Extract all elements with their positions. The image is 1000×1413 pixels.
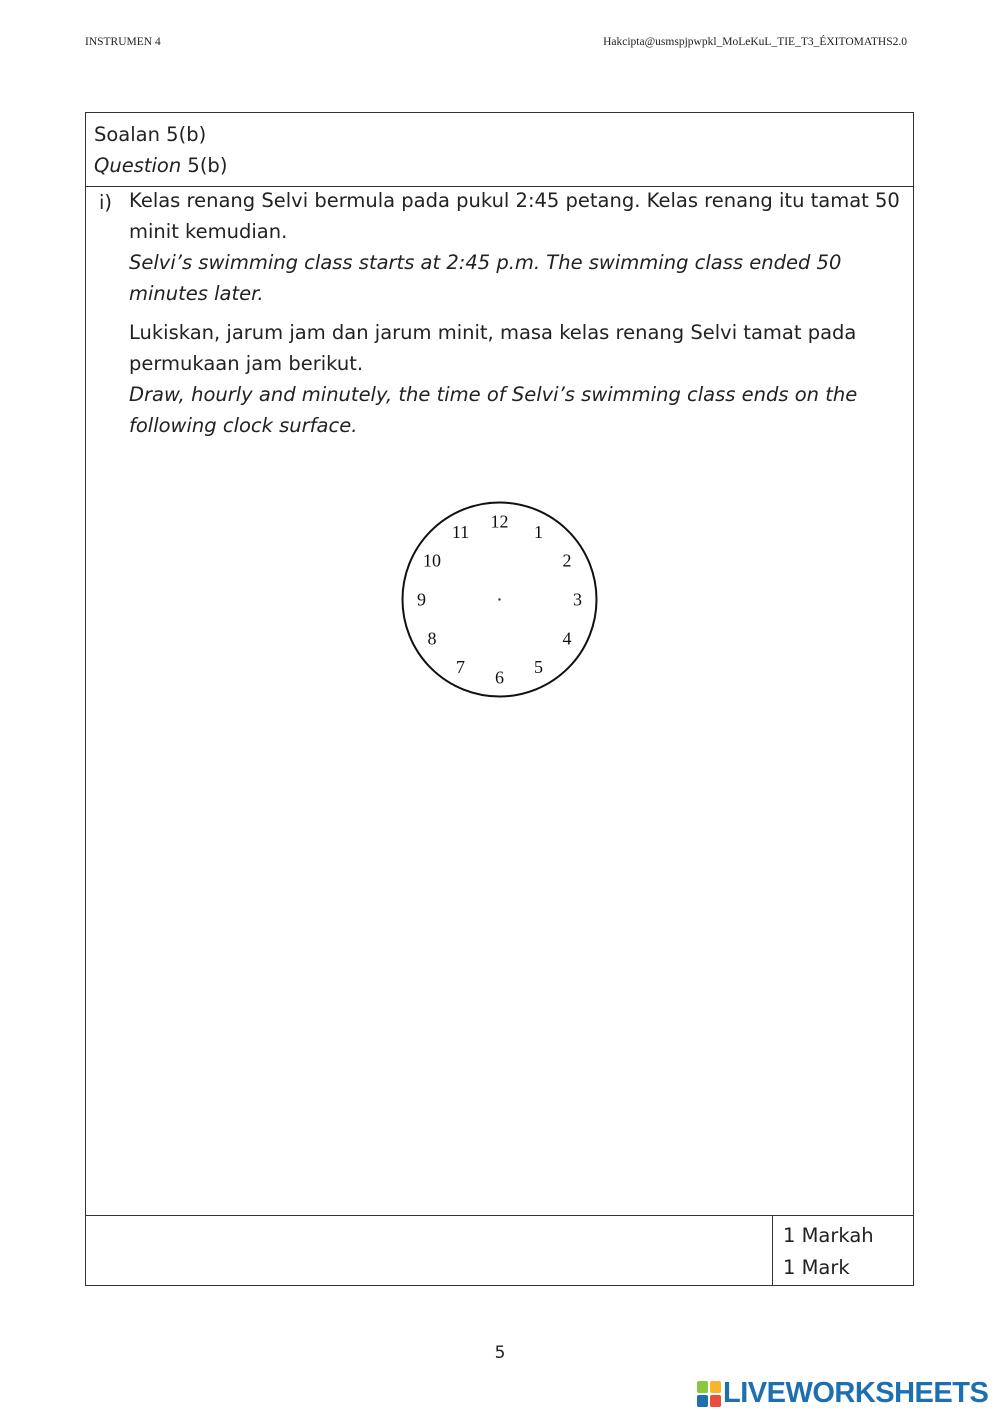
question-title-en-number: 5(b) xyxy=(187,154,228,177)
marks-en: 1 Mark xyxy=(783,1256,850,1279)
paragraph-1-ms: Kelas renang Selvi bermula pada pukul 2:45 petang. Kelas renang itu tamat 50 minit kemudian. xyxy=(129,189,900,243)
clock-number-12: 12 xyxy=(490,511,509,532)
marks-ms: 1 Markah xyxy=(783,1224,874,1247)
clock-number-8: 8 xyxy=(427,628,437,649)
marks-cell xyxy=(772,1216,913,1285)
paragraph-2 xyxy=(129,317,909,441)
clock-number-6: 6 xyxy=(495,667,504,688)
marks-row xyxy=(86,1215,913,1285)
paragraph-1-en: Selvi’s swimming class starts at 2:45 p.m. The swimming class ended 50 minutes later. xyxy=(129,251,842,305)
paragraph-2-ms: Lukiskan, jarum jam dan jarum minit, masa kelas renang Selvi tamat pada permukaan jam berikut. xyxy=(129,321,857,375)
clock-number-11: 11 xyxy=(451,522,470,542)
header-left: INSTRUMEN 4 xyxy=(85,36,161,48)
paragraph-2-en: Draw, hourly and minutely, the time of Selvi’s swimming class ends on the following clock surface. xyxy=(129,383,858,437)
header-right: Hakcipta@usmspjpwpkl_MoLeKuL_TIE_T3_ÉXITOMATHS2.0 xyxy=(603,36,907,48)
question-title-ms: Soalan 5(b) xyxy=(94,123,207,146)
clock-number-7: 7 xyxy=(456,657,465,677)
paragraph-1 xyxy=(129,185,909,309)
part-label: i) xyxy=(99,191,113,214)
liveworksheets-icon xyxy=(697,1381,721,1407)
liveworksheets-logo xyxy=(697,1377,997,1413)
question-title xyxy=(86,113,913,187)
clock-number-5: 5 xyxy=(534,657,543,677)
clock-number-9: 9 xyxy=(417,589,426,610)
clock-number-4: 4 xyxy=(562,628,572,649)
clock-number-3: 3 xyxy=(573,589,582,610)
clock-number-2: 2 xyxy=(562,550,572,571)
liveworksheets-wordmark: LIVEWORKSHEETS xyxy=(723,1377,989,1409)
page-number: 5 xyxy=(494,1343,506,1363)
clock-center-dot xyxy=(498,598,500,600)
clock-number-10: 10 xyxy=(423,550,441,571)
question-frame xyxy=(85,112,914,1286)
question-title-en xyxy=(94,150,913,181)
question-body xyxy=(86,187,913,1215)
clock-number-1: 1 xyxy=(534,522,543,542)
clock-face[interactable] xyxy=(401,501,598,698)
question-title-en-label: Question xyxy=(94,154,182,177)
